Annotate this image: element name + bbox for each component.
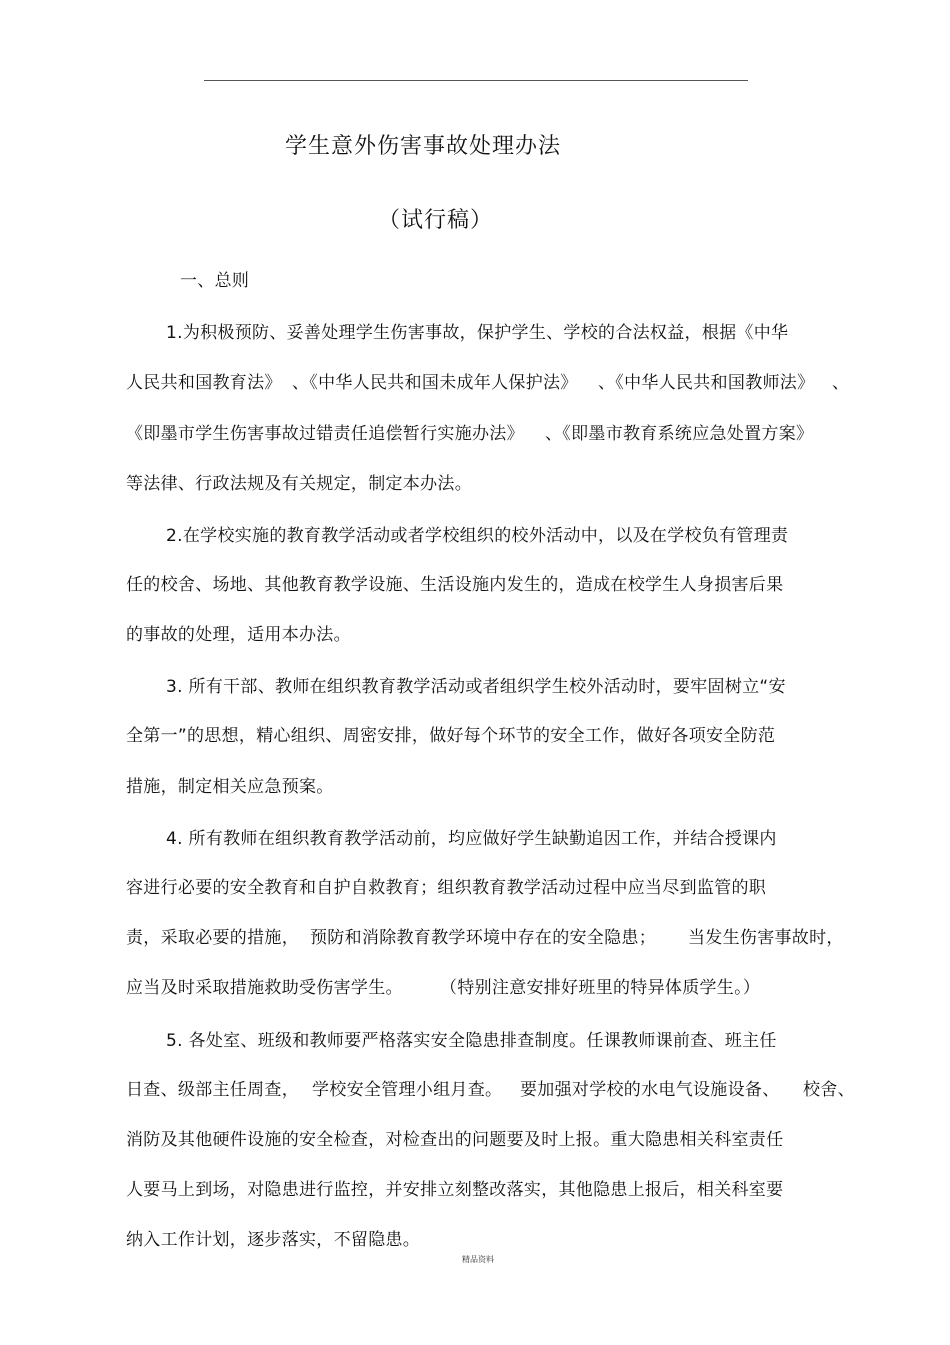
paragraph-1-line-2a: 人民共和国教育法》 <box>126 373 282 393</box>
paragraph-1-line-2c: 、《中华人民共和国教师法》 <box>598 373 815 393</box>
paragraph-2-line-1: 2.在学校实施的教育教学活动或者学校组织的校外活动中，以及在学校负有管理责 <box>166 526 789 546</box>
document-subtitle: （试行稿） <box>378 208 494 233</box>
paragraph-2-line-3: 的事故的处理，适用本办法。 <box>126 625 351 645</box>
paragraph-5-line-2a: 日查、级部主任周查， <box>126 1080 299 1100</box>
paragraph-1-line-1: 1.为积极预防、妥善处理学生伤害事故，保护学生、学校的合法权益，根据《中华 <box>166 323 789 343</box>
document-title: 学生意外伤害事故处理办法 <box>285 134 562 159</box>
page-footer: 精品资料 <box>462 1255 494 1264</box>
paragraph-4-line-4a: 应当及时采取措施救助受伤害学生。 <box>126 978 403 998</box>
section-heading: 一、总则 <box>180 271 250 291</box>
paragraph-5-line-2c: 要加强对学校的水电气设施设备、 <box>520 1080 780 1100</box>
paragraph-4-line-1: 4. 所有教师在组织教育教学活动前，均应做好学生缺勤追因工作，并结合授课内 <box>166 829 777 849</box>
paragraph-3-line-2: 全第一”的思想，精心组织、周密安排，做好每个环节的安全工作，做好各项安全防范 <box>126 726 776 746</box>
paragraph-2-line-2: 任的校舍、场地、其他教育教学设施、生活设施内发生的，造成在校学生人身损害后果 <box>126 575 784 595</box>
paragraph-3-line-1: 3. 所有干部、教师在组织教育教学活动或者组织学生校外活动时，要牢固树立“安 <box>166 677 786 697</box>
paragraph-4-line-3b: 预防和消除教育教学环境中存在的安全隐患； <box>310 928 656 948</box>
paragraph-5-line-3: 消防及其他硬件设施的安全检查，对检查出的问题要及时上报。重大隐患相关科室责任 <box>126 1130 784 1150</box>
paragraph-5-line-5: 纳入工作计划，逐步落实，不留隐患。 <box>126 1230 421 1250</box>
paragraph-4-line-4b: （特别注意安排好班里的特异体质学生。） <box>440 978 761 998</box>
paragraph-5-line-2d: 校舍、 <box>803 1080 855 1100</box>
paragraph-4-line-3a: 责，采取必要的措施， <box>126 928 299 948</box>
paragraph-5-line-2b: 学校安全管理小组月查。 <box>312 1080 503 1100</box>
paragraph-1-line-3b: 、《即墨市教育系统应急处置方案》 <box>545 424 814 444</box>
paragraph-1-line-4: 等法律、行政法规及有关规定，制定本办法。 <box>126 474 472 494</box>
paragraph-3-line-3: 措施，制定相关应急预案。 <box>126 777 334 797</box>
paragraph-1-line-3a: 《即墨市学生伤害事故过错责任追偿暂行实施办法》 <box>126 424 524 444</box>
paragraph-4-line-3c: 当发生伤害事故时， <box>688 928 844 948</box>
paragraph-1-line-2b: 、《中华人民共和国未成年人保护法》 <box>292 373 578 393</box>
paragraph-4-line-2: 容进行必要的安全教育和自护自救教育；组织教育教学活动过程中应当尽到监管的职 <box>126 878 767 898</box>
paragraph-5-line-4: 人要马上到场，对隐患进行监控，并安排立刻整改落实，其他隐患上报后，相关科室要 <box>126 1180 784 1200</box>
paragraph-5-line-1: 5. 各处室、班级和教师要严格落实安全隐患排查制度。任课教师课前查、班主任 <box>166 1031 777 1051</box>
paragraph-1-line-2d: 、 <box>832 373 850 393</box>
header-rule <box>204 80 748 81</box>
